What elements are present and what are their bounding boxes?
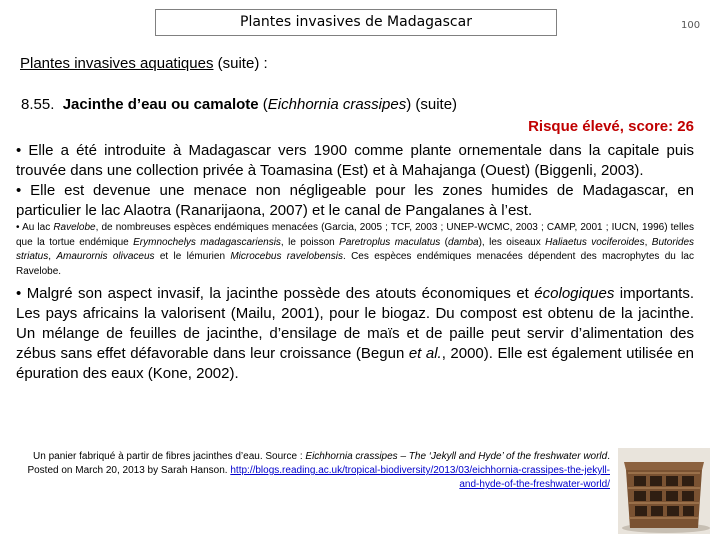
heading-name: Jacinthe d’eau ou camalote bbox=[62, 96, 259, 113]
heading-open: ( bbox=[258, 96, 268, 113]
text-run: , bbox=[48, 251, 57, 262]
heading-number: 8.55. bbox=[21, 96, 55, 113]
header-title: Plantes invasives de Madagascar bbox=[240, 14, 472, 30]
paragraph-ravelobe bbox=[16, 221, 694, 279]
paragraph-threat: • Elle est devenue une menace non négligeable pour les zones humides de Madagascar, en particulier le lac Alaotra (Ranarijaona, 2007) et le canal de Pangalanes à l’est. bbox=[16, 182, 694, 219]
text-run: , de nombreuses espèces endémiques menacées (Garcia, 2005 ; TCF, 2003 ; UNEP-WCMC, 2003 ; CAMP, 2001 ; IUCN, 1996) telles que la tortue endémique bbox=[16, 222, 694, 248]
italic-run: Microcebus ravelobensis bbox=[230, 251, 343, 262]
caption-text: Un panier fabriqué à partir de fibres jacinthes d’eau. Source : bbox=[33, 451, 306, 462]
italic-run: écologiques bbox=[534, 285, 615, 302]
heading-latin: Eichhornia crassipes bbox=[267, 96, 407, 113]
paragraph-uses bbox=[16, 284, 694, 384]
section-title-main: Plantes invasives aquatiques bbox=[20, 55, 214, 72]
paragraph-introduction: • Elle a été introduite à Madagascar vers 1900 comme plante ornementale dans la capitale puis trouvée dans une collection privée à Toamasina (Est) et à Mahajanga (Ouest) (Biggenli, 2003). bbox=[16, 142, 694, 179]
text-run: ( bbox=[440, 236, 449, 248]
italic-run: Butorides striatus bbox=[16, 236, 695, 262]
species-heading bbox=[21, 96, 694, 114]
source-link[interactable]: http://blogs.reading.ac.uk/tropical-biodiversity/2013/03/eichhornia-crassipes-the-jekyll-and-hyde-of-the-freshwater-world/ bbox=[230, 465, 610, 490]
text-run: , bbox=[644, 236, 652, 248]
italic-run: Ravelobe bbox=[53, 222, 96, 233]
section-title bbox=[20, 55, 268, 72]
header-title-box bbox=[155, 9, 557, 36]
image-caption bbox=[26, 450, 610, 492]
heading-close: ) (suite) bbox=[406, 96, 458, 113]
main-content bbox=[16, 96, 694, 384]
italic-run: et al. bbox=[408, 345, 442, 362]
italic-run: Paretroplus maculatus bbox=[339, 236, 441, 248]
text-run: • Malgré son aspect invasif, la jacinthe possède des atouts économiques et bbox=[16, 285, 535, 302]
text-run: . Ces espèces endémiques menacées dépendent des macrophytes du lac Ravelobe. bbox=[16, 251, 694, 277]
page-number: 100 bbox=[681, 20, 701, 31]
text-run: et le lémurien bbox=[154, 251, 231, 262]
text-run: ), les oiseaux bbox=[478, 236, 546, 248]
caption-title: Eichhornia crassipes – The ‘Jekyll and Hyde’ of the freshwater world bbox=[305, 451, 608, 462]
caption-text: . Posted on March 20, 2013 by Sarah Hanson. bbox=[27, 451, 610, 476]
text-run: , 2000). Elle est également utilisée en épuration des eaux (Kone, 2002). bbox=[16, 345, 695, 382]
text-run: , le poisson bbox=[280, 236, 340, 248]
italic-run: Haliaetus vociferoides bbox=[545, 236, 645, 248]
risk-score: Risque élevé, score: 26 bbox=[528, 118, 694, 135]
italic-run: Amaurornis olivaceus bbox=[56, 251, 155, 262]
text-run: • Au lac bbox=[16, 222, 54, 233]
italic-run: damba bbox=[448, 236, 479, 248]
italic-run: Erymnochelys madagascariensis bbox=[133, 236, 281, 248]
section-title-suffix: (suite) : bbox=[213, 55, 268, 72]
woven-basket-photo bbox=[618, 448, 710, 534]
text-run: importants. Les pays africains la valorisent (Mailu, 2001), pour le biogaz. Du compost est obtenu de la jacinthe. Un mélange de feuilles de jacinthe, d’ensilage de maïs et de paille peut servir d’alimentation des zébus sans effet défavorable dans leur croissance (Begun bbox=[16, 285, 694, 362]
